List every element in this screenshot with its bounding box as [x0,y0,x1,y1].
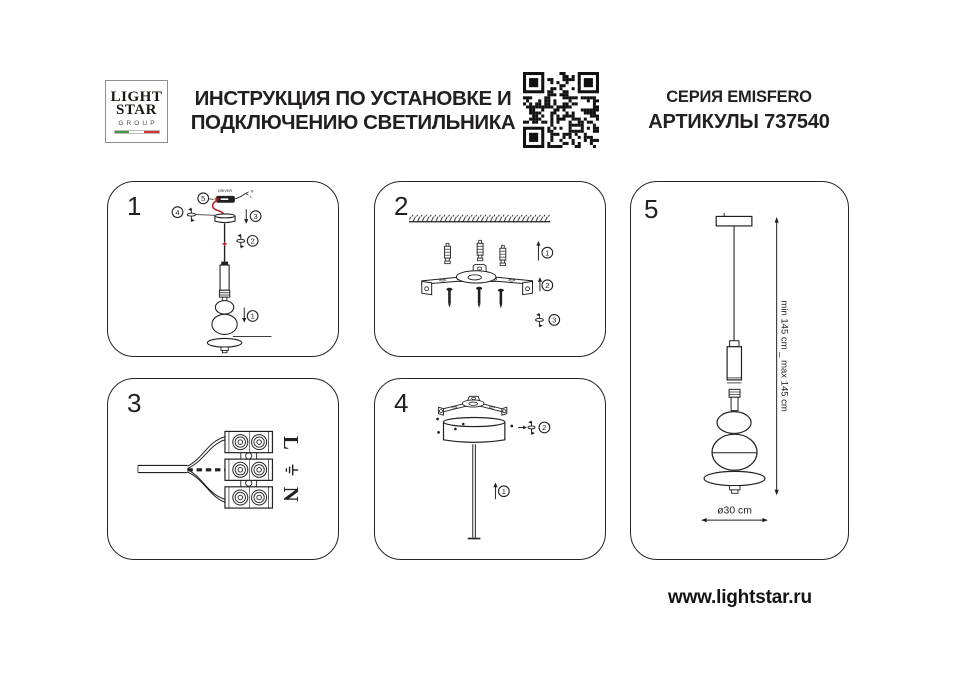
mains-wire [235,193,246,198]
supply-cable [138,465,187,472]
step-4-number: 4 [394,388,409,418]
page-title [175,87,531,134]
flag-white-stripe [129,131,144,133]
italian-flag-icon [114,130,160,134]
callout-2-badge [542,280,553,291]
wire-l-label: L [250,195,253,200]
step-1-pendant-assembly-diagram [108,182,338,356]
diffuser-disc [207,338,241,352]
callout-1-badge [542,247,553,258]
website-url: www.lightstar.ru [668,587,812,608]
callout-2-badge [539,422,550,433]
svg-text:2: 2 [542,423,547,433]
ceiling-canopy [215,214,235,223]
neutral-label: N [278,486,301,502]
terminal-block [225,431,272,508]
screw-rotate-icon [528,420,535,435]
wall-anchor-icon [500,245,506,265]
logo-word-group: GROUP [118,120,158,127]
product-info [639,88,839,134]
callout-1-badge [247,311,258,322]
ceiling-hatch [409,215,550,222]
up-arrow-icon [538,277,542,291]
svg-text:3: 3 [253,211,258,221]
wall-anchor-icon [445,243,451,263]
step-3-panel [107,378,339,560]
step-5-number: 5 [644,194,659,224]
callout4-leader [196,215,215,216]
svg-text:3: 3 [552,315,557,325]
screw-rotate-icon [237,234,245,249]
screw-icon [446,288,452,308]
screw-icon [476,287,482,308]
step-5-dimensions-diagram [631,182,848,559]
diameter-dimension [701,506,768,523]
article-label: АРТИКУЛЫ 737540 [648,111,830,133]
svg-text:1: 1 [545,248,550,258]
qr-code [523,72,599,148]
suspension-rod [468,444,481,538]
step-3-wiring-diagram [108,379,338,559]
svg-text:1: 1 [250,311,255,321]
right-arrow-icon [518,426,527,430]
step-2-bracket-mounting-diagram [375,182,605,356]
logo-word-light: LIGHT [110,89,163,105]
wire-n-label: N [250,189,254,194]
logo-word-star: STAR [116,102,157,118]
lamp-body [704,341,765,493]
step-1-number: 1 [127,191,142,221]
flag-red-stripe [144,131,159,133]
svg-text:4: 4 [175,207,180,217]
neutral-wire [187,470,225,503]
down-arrow-icon [244,209,248,224]
phase-wire [187,437,225,469]
step-4-canopy-mounting-diagram [375,379,605,559]
screw-icon [498,289,504,309]
height-dimension-label: min 145 cm _ max 145 cm [778,300,790,412]
step-2-panel [374,181,606,357]
screw-rotate-icon [535,313,543,328]
page-title-line1: ИНСТРУКЦИЯ ПО УСТАНОВКЕ И [194,87,512,110]
step-1-panel [107,181,339,357]
height-dimension [775,217,790,495]
callout-4-badge [172,207,183,218]
mains-wire-ends [246,192,249,195]
callout5-leader [209,199,214,200]
svg-text:2: 2 [250,236,255,246]
series-label: СЕРИЯ EMISFERO [666,88,812,106]
ceiling-plate [716,216,752,226]
up-arrow-icon [493,483,497,500]
callout-2-badge [247,235,258,246]
up-arrow-icon [536,241,540,261]
lamp-body [212,262,237,335]
screw-dot [437,431,440,434]
driver-label: DRIVER [217,188,233,193]
screw-rotate-icon [187,208,195,223]
ceiling-canopy [444,417,505,442]
svg-text:1: 1 [501,486,506,496]
wall-anchor-icon [477,240,483,260]
callout-1-badge [499,486,510,497]
mounting-bracket [439,396,507,415]
page-title-line2: ПОДКЛЮЧЕНИЮ СВЕТИЛЬНИКА [190,110,516,134]
mounting-bracket [422,265,533,295]
diameter-dimension-label: ø30 cm [717,505,752,517]
qr-code-image [523,72,599,148]
callout-3-badge [250,211,261,222]
down-arrow-icon [242,308,246,323]
svg-text:5: 5 [201,193,206,203]
flag-green-stripe [115,131,130,133]
step-5-panel [630,181,849,560]
step-3-number: 3 [127,388,142,418]
screw-dot [510,425,513,428]
driver-slot [221,198,229,200]
callout-3-badge [549,315,560,326]
ground-icon [286,465,298,476]
lightstar-logo [105,80,168,143]
step-4-panel [374,378,606,560]
step-2-number: 2 [394,191,409,221]
screw-dot [436,418,439,421]
red-cord [213,201,224,215]
line-label: L [278,435,301,450]
callout-5-badge [198,193,209,204]
svg-text:2: 2 [545,280,550,290]
